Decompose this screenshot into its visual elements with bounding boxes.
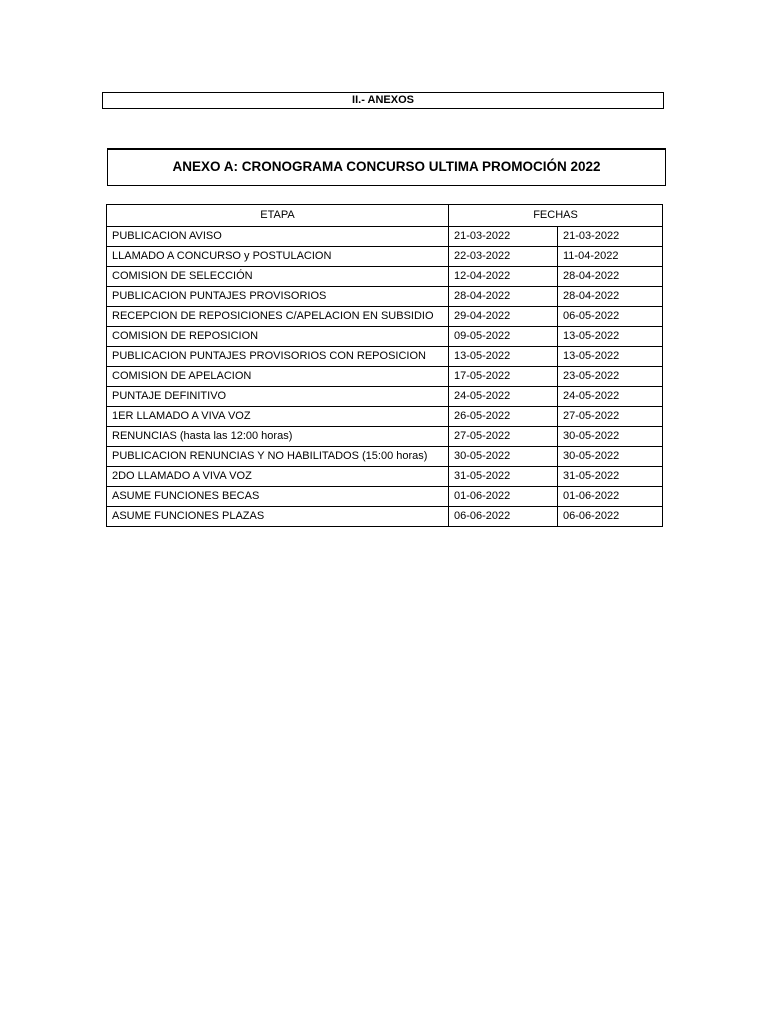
- table-row: [107, 367, 663, 387]
- table-row: [107, 347, 663, 367]
- etapa-cell: PUBLICACION AVISO: [107, 227, 449, 247]
- etapa-cell: RENUNCIAS (hasta las 12:00 horas): [107, 427, 449, 447]
- start-date-cell: 01-06-2022: [449, 487, 558, 507]
- etapa-cell: COMISION DE REPOSICION: [107, 327, 449, 347]
- etapa-cell: ASUME FUNCIONES BECAS: [107, 487, 449, 507]
- end-date-cell: 30-05-2022: [558, 447, 663, 467]
- end-date-cell: 06-06-2022: [558, 507, 663, 527]
- section-header: II.- ANEXOS: [102, 92, 664, 109]
- start-date-cell: 24-05-2022: [449, 387, 558, 407]
- start-date-cell: 12-04-2022: [449, 267, 558, 287]
- start-date-cell: 29-04-2022: [449, 307, 558, 327]
- end-date-cell: 27-05-2022: [558, 407, 663, 427]
- end-date-cell: 13-05-2022: [558, 347, 663, 367]
- etapa-cell: PUBLICACION RENUNCIAS Y NO HABILITADOS (15:00 horas): [107, 447, 449, 467]
- table-row: [107, 447, 663, 467]
- table-row: [107, 267, 663, 287]
- schedule-table-body: [107, 227, 663, 527]
- table-row: [107, 227, 663, 247]
- etapa-cell: LLAMADO A CONCURSO y POSTULACION: [107, 247, 449, 267]
- start-date-cell: 27-05-2022: [449, 427, 558, 447]
- etapa-cell: RECEPCION DE REPOSICIONES C/APELACION EN SUBSIDIO: [107, 307, 449, 327]
- column-header-fechas: FECHAS: [449, 205, 663, 227]
- etapa-cell: ASUME FUNCIONES PLAZAS: [107, 507, 449, 527]
- start-date-cell: 17-05-2022: [449, 367, 558, 387]
- table-row: [107, 247, 663, 267]
- table-row: [107, 427, 663, 447]
- etapa-cell: PUBLICACION PUNTAJES PROVISORIOS CON REPOSICION: [107, 347, 449, 367]
- etapa-cell: COMISION DE SELECCIÓN: [107, 267, 449, 287]
- end-date-cell: 24-05-2022: [558, 387, 663, 407]
- start-date-cell: 28-04-2022: [449, 287, 558, 307]
- end-date-cell: 31-05-2022: [558, 467, 663, 487]
- end-date-cell: 06-05-2022: [558, 307, 663, 327]
- start-date-cell: 31-05-2022: [449, 467, 558, 487]
- annex-title: ANEXO A: CRONOGRAMA CONCURSO ULTIMA PROMOCIÓN 2022: [107, 148, 666, 186]
- start-date-cell: 22-03-2022: [449, 247, 558, 267]
- end-date-cell: 01-06-2022: [558, 487, 663, 507]
- end-date-cell: 21-03-2022: [558, 227, 663, 247]
- table-row: [107, 407, 663, 427]
- table-row: [107, 287, 663, 307]
- end-date-cell: 28-04-2022: [558, 287, 663, 307]
- end-date-cell: 30-05-2022: [558, 427, 663, 447]
- start-date-cell: 21-03-2022: [449, 227, 558, 247]
- table-header-row: [107, 205, 663, 227]
- end-date-cell: 23-05-2022: [558, 367, 663, 387]
- end-date-cell: 11-04-2022: [558, 247, 663, 267]
- start-date-cell: 26-05-2022: [449, 407, 558, 427]
- start-date-cell: 13-05-2022: [449, 347, 558, 367]
- start-date-cell: 06-06-2022: [449, 507, 558, 527]
- etapa-cell: COMISION DE APELACION: [107, 367, 449, 387]
- table-row: [107, 327, 663, 347]
- table-row: [107, 307, 663, 327]
- table-row: [107, 487, 663, 507]
- start-date-cell: 30-05-2022: [449, 447, 558, 467]
- schedule-table: [106, 204, 663, 527]
- end-date-cell: 28-04-2022: [558, 267, 663, 287]
- etapa-cell: PUBLICACION PUNTAJES PROVISORIOS: [107, 287, 449, 307]
- etapa-cell: PUNTAJE DEFINITIVO: [107, 387, 449, 407]
- etapa-cell: 1ER LLAMADO A VIVA VOZ: [107, 407, 449, 427]
- start-date-cell: 09-05-2022: [449, 327, 558, 347]
- table-row: [107, 467, 663, 487]
- end-date-cell: 13-05-2022: [558, 327, 663, 347]
- table-row: [107, 387, 663, 407]
- etapa-cell: 2DO LLAMADO A VIVA VOZ: [107, 467, 449, 487]
- column-header-etapa: ETAPA: [107, 205, 449, 227]
- table-row: [107, 507, 663, 527]
